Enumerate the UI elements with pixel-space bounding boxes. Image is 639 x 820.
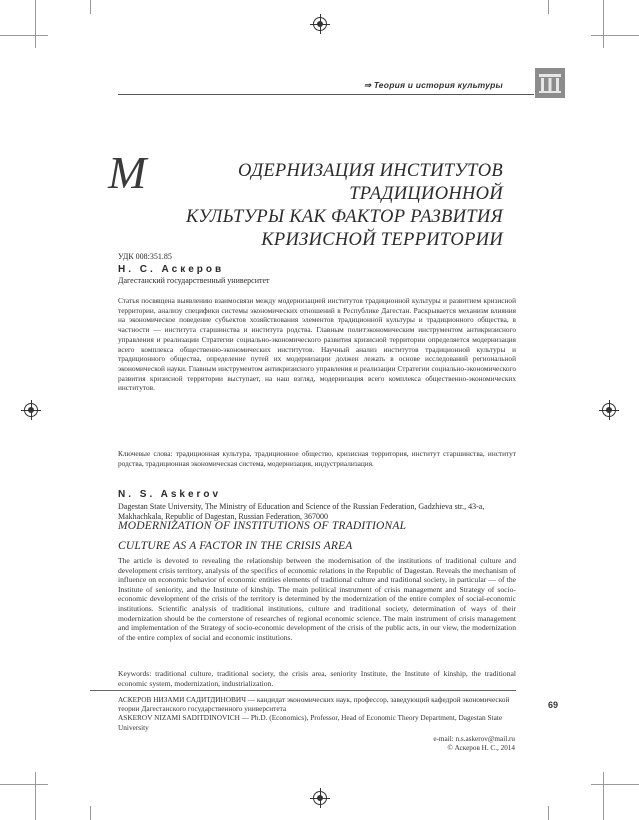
- crop-mark: [90, 806, 91, 820]
- author-info-en: ASKEROV NIZAMI SADITDINOVICH — Ph.D. (Economics), Professor, Head of Economic Theory Department, Dagestan State University: [118, 713, 503, 732]
- crop-mark: [603, 0, 604, 48]
- keywords-en: Keywords: traditional culture, traditional society, the crisis area, seniority Institute, the Institute of kinship, the traditional economic system, modernization, industrialization.: [118, 669, 516, 688]
- author-info: [118, 695, 516, 732]
- footer-rule: [90, 690, 516, 691]
- abstract-ru: Статья посвящена выявлению взаимосвязи между модернизацией институтов традиционной культуры и развитием кризисной территории, анализу специфики системы экономических отношений в Республике Дагестан. Раскрывается механизм влияния на экономическое поведение субъектов хозяйствования элементов традиционной культуры и традиционного общества, в частности — института старшинства и института родства. Главным политэкономическим инструментом антикризисного управления и реализации Стратегии социально-экономического развития кризисной территории определяется модернизация всего комплекса общественно-экономических институтов. Научный анализ институтов традиционной культуры и традиционного общества, определение путей их модернизации должен лежать в основе исследований региональной экономической науки. Главным инструментом антикризисного управления и реализации Стратегии социально-экономического развития кризисной территории выступает, на наш взгляд, модернизация всего комплекса общественно-экономических институтов.: [118, 296, 516, 393]
- registration-mark-icon: [602, 403, 616, 417]
- author-email: e-mail: n.s.askerov@mail.ru: [433, 735, 515, 743]
- article-title-ru: [83, 160, 503, 252]
- crop-mark: [603, 772, 604, 820]
- registration-mark-icon: [313, 791, 327, 805]
- crop-mark: [0, 35, 48, 36]
- header-rule: [118, 94, 534, 95]
- affiliation-en: Dagestan State University, The Ministry of Education and Science of the Russian Federation, Gadzhieva str., 43-a, Makhachkala, Republic of Dagestan, Russian Federation, 367000: [118, 502, 485, 521]
- abstract-en: The article is devoted to revealing the relationship between the modernisation of the institutions of traditional culture and development crisis territory, analysis of the specifics of economic relations in the Republic of Dagestan. Reveals the mechanism of influence on economic behavior of economic entities elements of traditional culture and traditional society, in particular — of the Institute of seniority, and the Institute of kinship. The main political instrument of crisis management and Strategy of socio-economic development of the crisis of the territory is determined by the modernization of the entire complex of social-economic institutions. Scientific analysis of traditional institutions, culture and traditional society, determination of ways of their modernization should be the cornerstone of researches of regional economic science. The main instrument of crisis management and implementation of the Strategy of socio-economic development of the crisis of the public acts, in our view, the modernization of the entire complex of social and economic institutions.: [118, 556, 516, 642]
- title-en-line: MODERNIZATION OF INSTITUTIONS OF TRADITIONAL: [118, 520, 407, 532]
- author-name-ru: Н. С. Аскеров: [118, 264, 225, 275]
- crop-mark: [548, 0, 549, 14]
- crop-mark: [35, 0, 36, 48]
- crop-mark: [90, 0, 91, 14]
- title-initial: М: [108, 147, 147, 198]
- affiliation-ru: Дагестанский государственный университет: [118, 276, 270, 285]
- crop-mark: [591, 35, 639, 36]
- title-en-line: CULTURE AS A FACTOR IN THE CRISIS AREA: [118, 540, 353, 552]
- column-logo-icon: [535, 68, 565, 98]
- contact-block: [433, 735, 515, 753]
- author-name-en: N. S. Askerov: [118, 489, 222, 500]
- udk-code: УДК 008:351.85: [118, 252, 172, 261]
- title-ru-line: ОДЕРНИЗАЦИЯ ИНСТИТУТОВ ТРАДИЦИОННОЙ: [238, 161, 503, 204]
- section-label: ⇒ Теория и история культуры: [363, 80, 503, 90]
- page-number: 69: [548, 700, 559, 710]
- title-ru-line: КРИЗИСНОЙ ТЕРРИТОРИИ: [261, 230, 503, 250]
- author-info-ru: АСКЕРОВ НИЗАМИ САДИТДИНОВИЧ — кандидат экономических наук, профессор, заведующий кафедрой экономической теории Дагестанского государственного университета: [118, 695, 510, 714]
- article-title-en: [118, 516, 518, 556]
- registration-mark-icon: [313, 17, 327, 31]
- copyright: © Аскеров Н. С., 2014: [447, 744, 515, 752]
- title-ru-line: КУЛЬТУРЫ КАК ФАКТОР РАЗВИТИЯ: [186, 207, 503, 227]
- keywords-ru: Ключевые слова: традиционная культура, традиционное общество, кризисная территория, институт старшинства, институт родства, традиционная экономическая система, модернизация, индустриализация.: [118, 449, 516, 468]
- crop-mark: [548, 806, 549, 820]
- crop-mark: [35, 772, 36, 820]
- crop-mark: [0, 784, 48, 785]
- registration-mark-icon: [24, 403, 38, 417]
- crop-mark: [591, 784, 639, 785]
